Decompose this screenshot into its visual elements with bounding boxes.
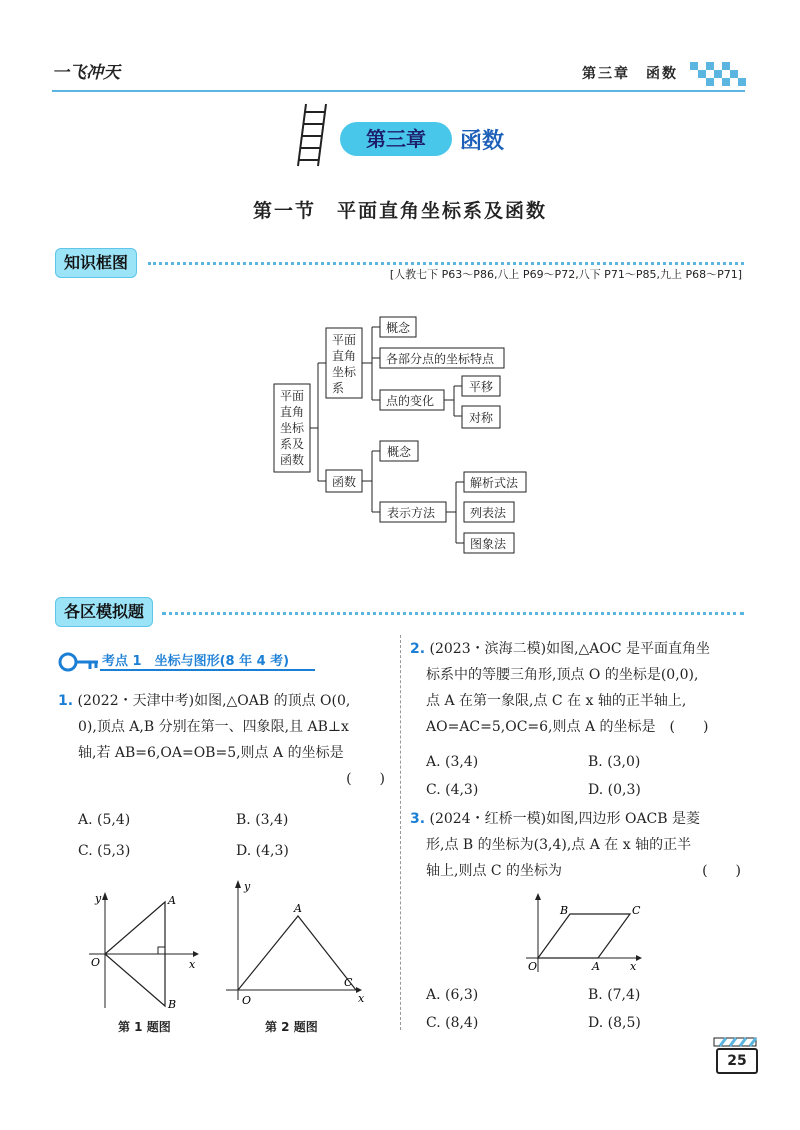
keypoint-underline [100,669,315,671]
q3-option-a[interactable]: A. (6,3) [426,987,479,1003]
dotted-rule [148,262,744,265]
fig2-y-label: y [244,880,251,893]
q1-answer-blank: ( ) [346,771,385,787]
q3-option-d[interactable]: D. (8,5) [588,1015,641,1031]
q3-line-1: (2024・红桥一模)如图,四边形 OACB 是菱 [429,811,701,827]
fig3-a-label: A [592,960,600,973]
question-1 [58,688,393,792]
fig3-b-label: B [560,904,569,917]
root-line-3: 坐标 [280,421,305,435]
ladder-icon [292,100,342,170]
method-graph: 图象法 [470,537,507,551]
func-child-concept: 概念 [387,445,412,459]
q1-option-c[interactable]: C. (5,3) [78,843,131,859]
root-line-5: 函数 [280,453,305,467]
fig1-x-label: x [189,958,196,971]
fig3-o-label: O [528,960,538,973]
q3-line-3: 轴上,则点 C 的坐标为 [426,863,563,879]
question-3 [410,806,745,884]
column-divider [400,635,401,1030]
coord-line-4: 系 [332,381,345,395]
root-line-2: 直角 [280,405,305,419]
q2-option-d[interactable]: D. (0,3) [588,782,641,798]
q1-line-2: 0),顶点 A,B 分别在第一、四象限,且 AB⊥x [78,719,349,735]
q2-line-4: AO=AC=5,OC=6,则点 A 的坐标是 ( ) [426,719,709,735]
coord-child-change: 点的变化 [386,394,435,408]
q2-option-b[interactable]: B. (3,0) [588,754,641,770]
root-line-4: 系及 [280,437,305,451]
fig3-c-label: C [632,904,641,917]
q2-line-2: 标系中的等腰三角形,顶点 O 的坐标是(0,0), [426,667,699,683]
fig2-o-label: O [242,994,252,1007]
fig1-a-label: A [168,894,176,907]
coord-line-1: 平面 [332,333,357,347]
q2-line-1: (2023・滨海二模)如图,△AOC 是平面直角坐 [429,641,711,657]
fig2-a-label: A [294,902,302,915]
question-2 [410,636,745,740]
chapter-label: 第三章 [340,122,452,156]
q1-number: 1. [58,693,74,709]
func-box-label: 函数 [332,475,357,489]
section-title: 第一节 平面直角坐标系及函数 [252,200,547,222]
figure-3 [520,892,650,976]
keypoint-title: 考点 1 坐标与图形(8 年 4 考) [102,654,290,669]
fig1-o-label: O [91,956,101,969]
knowledge-tag: 知识框图 [55,248,137,278]
coord-line-3: 坐标 [332,365,357,379]
q1-option-a[interactable]: A. (5,4) [78,812,131,828]
q2-line-3: 点 A 在第一象限,点 C 在 x 轴的正半轴上, [426,693,687,709]
figure-1-caption: 第 1 题图 [118,1020,171,1034]
chapter-word: 函数 [460,128,505,154]
q3-number: 3. [410,811,426,827]
fig2-x-label: x [358,992,365,1005]
header-chapter: 第三章 函数 [582,66,678,82]
coord-child-features: 各部分点的坐标特点 [386,352,495,366]
q3-line-2: 形,点 B 的坐标为(3,4),点 A 在 x 轴的正半 [426,837,692,853]
figure-2 [222,876,372,1011]
q1-line-3: 轴,若 AB=6,OA=OB=5,则点 A 的坐标是 [78,745,344,761]
q3-option-b[interactable]: B. (7,4) [588,987,641,1003]
q2-option-a[interactable]: A. (3,4) [426,754,479,770]
fig1-b-label: B [168,998,177,1011]
q2-option-c[interactable]: C. (4,3) [426,782,479,798]
page-number: 25 [716,1048,758,1074]
dotted-rule-2 [162,612,744,615]
method-formula: 解析式法 [470,476,519,490]
q1-option-d[interactable]: D. (4,3) [236,843,289,859]
change-translate: 平移 [469,380,494,394]
header-brand: 一飞冲天 [52,63,120,83]
figure-1 [85,888,205,1018]
q1-option-b[interactable]: B. (3,4) [236,812,289,828]
header-rule [52,90,745,92]
checker-decoration [690,62,746,88]
q3-option-c[interactable]: C. (8,4) [426,1015,479,1031]
method-table: 列表法 [470,506,507,520]
func-child-methods: 表示方法 [387,506,436,520]
q1-line-1: (2022・天津中考)如图,△OAB 的顶点 O(0, [77,693,351,709]
root-line-1: 平面 [280,389,305,403]
fig1-y-label: y [95,892,102,905]
exercises-tag: 各区模拟题 [55,597,153,627]
coord-line-2: 直角 [332,349,357,363]
coord-child-concept: 概念 [386,321,411,335]
knowledge-diagram [270,310,540,560]
q3-answer-blank: ( ) [702,863,741,879]
q2-number: 2. [410,641,426,657]
textbook-reference: [人教七下 P63～P86,八上 P69～P72,八下 P71～P85,九上 P68～P71] [389,268,742,281]
fig3-x-label: x [630,960,637,973]
fig2-c-label: C [344,976,353,989]
page-barrier-icon [712,1036,758,1048]
key-icon [58,648,100,676]
change-symmetry: 对称 [469,411,494,425]
figure-2-caption: 第 2 题图 [265,1020,318,1034]
